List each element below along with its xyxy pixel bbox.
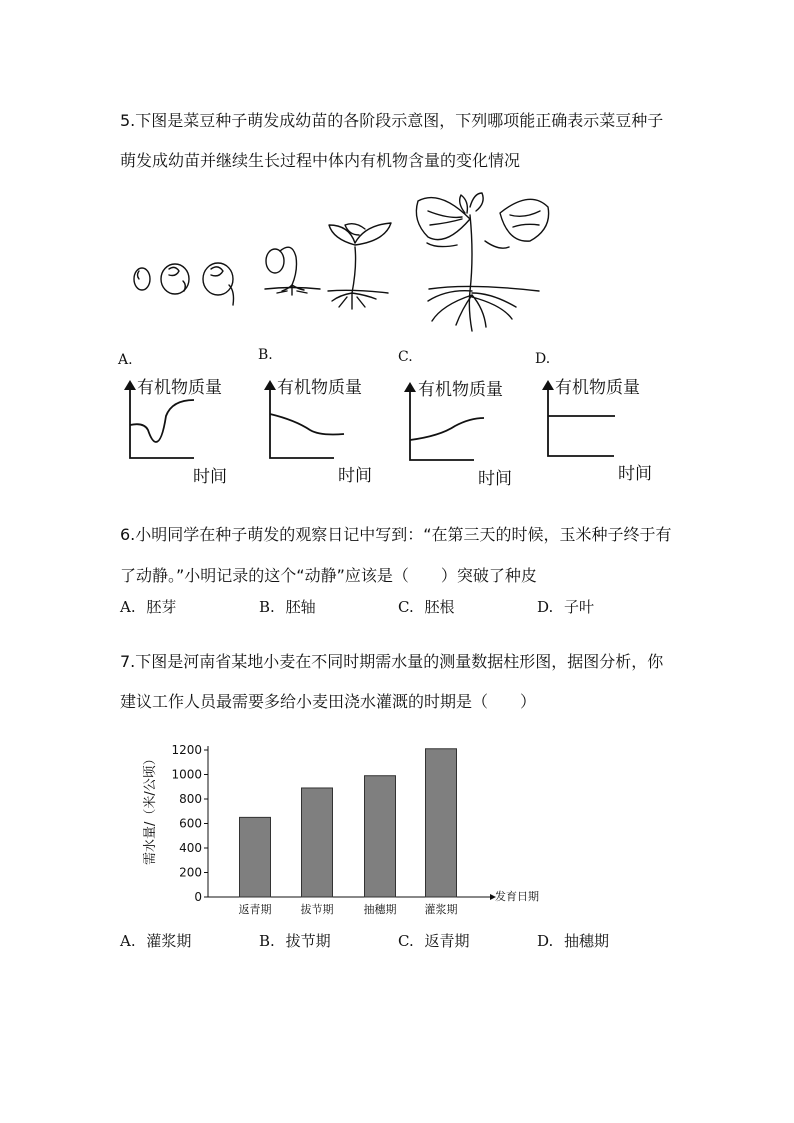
chart-x-tick-label: 拔节期	[300, 903, 334, 916]
q6-option-d[interactable]	[537, 596, 594, 617]
graph-d	[542, 380, 615, 456]
graph-c	[404, 382, 484, 460]
q7-option-d[interactable]	[537, 930, 609, 951]
q7-option-d-letter: D.	[537, 932, 554, 950]
chart-y-axis-label: 需水量/（米/公顷）	[143, 752, 158, 865]
q7-option-a[interactable]	[120, 930, 191, 951]
q7-text-line2: 建议工作人员最需要多给小麦田浇水灌溉的时期是（ ）	[120, 692, 537, 711]
stage-radicle	[203, 263, 234, 305]
water-demand-chart	[130, 730, 560, 920]
option-b-letter: B.	[258, 347, 273, 363]
option-graphs	[110, 370, 670, 470]
option-b-ylabel: 有机物质量	[277, 378, 362, 398]
chart-y-tick-label: 600	[179, 816, 202, 831]
chart-y-tick-label: 800	[179, 792, 202, 806]
seed-germination-illustration	[125, 185, 550, 340]
q7-option-a-letter: A.	[120, 932, 136, 950]
chart-y-tick-label: 400	[179, 841, 202, 855]
q7-option-c[interactable]	[398, 930, 470, 951]
stage-hook	[265, 247, 320, 295]
option-a-xlabel: 时间	[193, 467, 227, 487]
chart-x-tick-label: 抽穗期	[363, 903, 397, 916]
chart-y-tick-label: 1000	[171, 767, 202, 782]
chart-bar	[240, 817, 271, 897]
q7-option-b-letter: B.	[259, 932, 275, 950]
stage-young-plant	[416, 193, 548, 331]
stage-seed	[134, 268, 150, 290]
graph-b	[264, 380, 344, 458]
q7-option-c-text: 返青期	[424, 932, 470, 950]
stage-swollen-seed	[161, 264, 189, 294]
option-c-letter: C.	[398, 349, 413, 365]
option-c-ylabel: 有机物质量	[418, 380, 503, 400]
option-a-letter: A.	[118, 352, 133, 368]
option-d-xlabel: 时间	[618, 464, 652, 484]
q5-text-line2: 萌发成幼苗并继续生长过程中体内有机物含量的变化情况	[120, 151, 521, 170]
q6-option-a-letter: A.	[120, 598, 136, 616]
chart-y-tick-label: 200	[179, 865, 202, 880]
q6-option-d-text: 子叶	[564, 598, 595, 616]
option-d-ylabel: 有机物质量	[555, 378, 640, 398]
q6-text-line2: 了动静。”小明记录的这个“动静”应该是（ ）突破了种皮	[120, 566, 537, 585]
q6-option-a[interactable]	[120, 596, 176, 617]
q7-option-d-text: 抽穗期	[564, 932, 610, 950]
q7-option-c-letter: C.	[398, 932, 414, 950]
chart-x-ticks	[239, 902, 458, 916]
chart-y-tick-label: 1200	[171, 743, 202, 757]
option-c-xlabel: 时间	[478, 469, 512, 489]
chart-bar	[302, 788, 333, 897]
q6-option-a-text: 胚芽	[146, 598, 177, 616]
q5-text-line1: 5.下图是菜豆种子萌发成幼苗的各阶段示意图，下列哪项能正确表示菜豆种子	[120, 111, 664, 130]
chart-bar	[426, 749, 457, 897]
q7-text-line1: 7.下图是河南省某地小麦在不同时期需水量的测量数据柱形图，据图分析，你	[120, 652, 664, 671]
q6-option-b-letter: B.	[259, 598, 275, 616]
option-d-letter: D.	[535, 351, 551, 367]
chart-bars	[240, 749, 457, 897]
chart-x-axis-label: 发育日期	[495, 890, 539, 903]
q7-option-a-text: 灌浆期	[146, 932, 192, 950]
q6-text-line1: 6.小明同学在种子萌发的观察日记中写到：“在第三天的时候，玉米种子终于有	[120, 525, 672, 544]
q6-option-c[interactable]	[398, 596, 455, 617]
chart-y-tick-label: 0	[194, 890, 202, 904]
option-b-xlabel: 时间	[338, 466, 372, 486]
q6-option-c-letter: C.	[398, 598, 414, 616]
q7-option-b-text: 拔节期	[285, 932, 331, 950]
chart-x-tick-label: 返青期	[238, 903, 272, 916]
chart-x-tick-label: 灌浆期	[424, 903, 458, 916]
chart-y-ticks	[171, 743, 208, 904]
option-a-ylabel: 有机物质量	[137, 378, 222, 398]
q6-option-d-letter: D.	[537, 598, 554, 616]
graph-a	[124, 380, 194, 458]
q6-option-b-text: 胚轴	[285, 598, 316, 616]
chart-bar	[365, 776, 396, 897]
stage-seedling	[328, 223, 391, 309]
q6-option-b[interactable]	[259, 596, 316, 617]
q7-option-b[interactable]	[259, 930, 331, 951]
q6-option-c-text: 胚根	[424, 598, 455, 616]
